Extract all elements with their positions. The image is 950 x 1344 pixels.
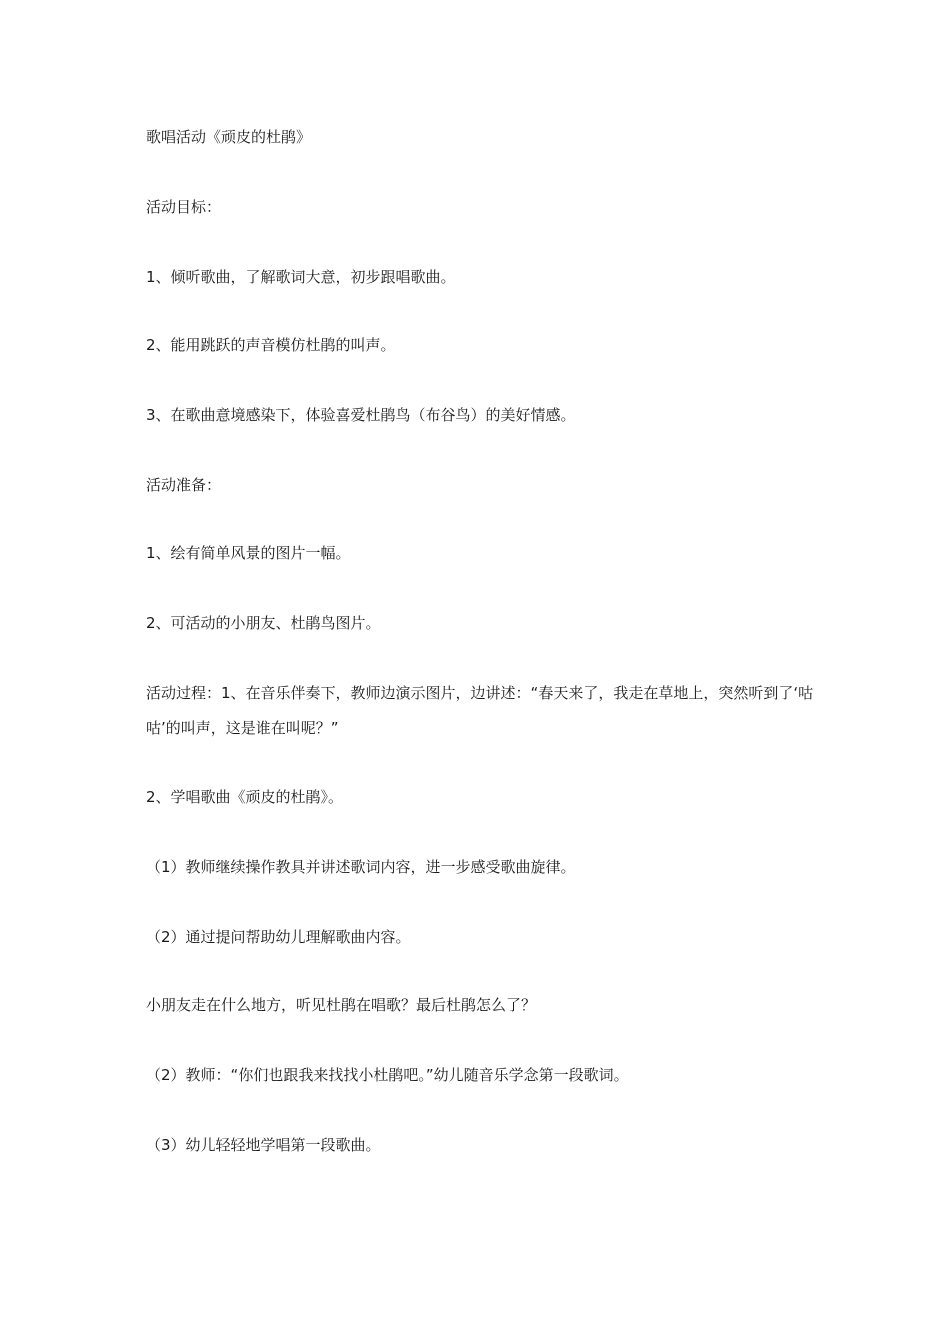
process-step: （3）幼儿轻轻地学唱第一段歌曲。 <box>146 1136 381 1154</box>
process-step: （2）教师：“你们也跟我来找找小杜鹃吧。”幼儿随音乐学念第一段歌词。 <box>146 1066 629 1084</box>
prep-item: 1、绘有简单风景的图片一幅。 <box>146 544 351 562</box>
process-step: 小朋友走在什么地方，听见杜鹃在唱歌？最后杜鹃怎么了？ <box>146 996 537 1014</box>
process-step: （1）教师继续操作教具并讲述歌词内容，进一步感受歌曲旋律。 <box>146 858 576 876</box>
process-step: （2）通过提问帮助幼儿理解歌曲内容。 <box>146 928 411 946</box>
prep-heading: 活动准备： <box>146 476 222 494</box>
goal-item: 1、倾听歌曲，了解歌词大意，初步跟唱歌曲。 <box>146 268 456 286</box>
goal-item: 2、能用跳跃的声音模仿杜鹃的叫声。 <box>146 336 396 354</box>
goal-item: 3、在歌曲意境感染下，体验喜爱杜鹃鸟（布谷鸟）的美好情感。 <box>146 406 576 424</box>
process-step: 2、学唱歌曲《顽皮的杜鹃》。 <box>146 788 344 806</box>
prep-item: 2、可活动的小朋友、杜鹃鸟图片。 <box>146 614 381 632</box>
goals-heading: 活动目标： <box>146 198 222 216</box>
document-title: 歌唱活动《顽皮的杜鹃》 <box>146 128 312 146</box>
process-intro: 活动过程：1、在音乐伴奏下，教师边演示图片，边讲述：“春天来了，我走在草地上，突然听到了‘咕咕’的叫声，这是谁在叫呢？” <box>146 684 814 737</box>
